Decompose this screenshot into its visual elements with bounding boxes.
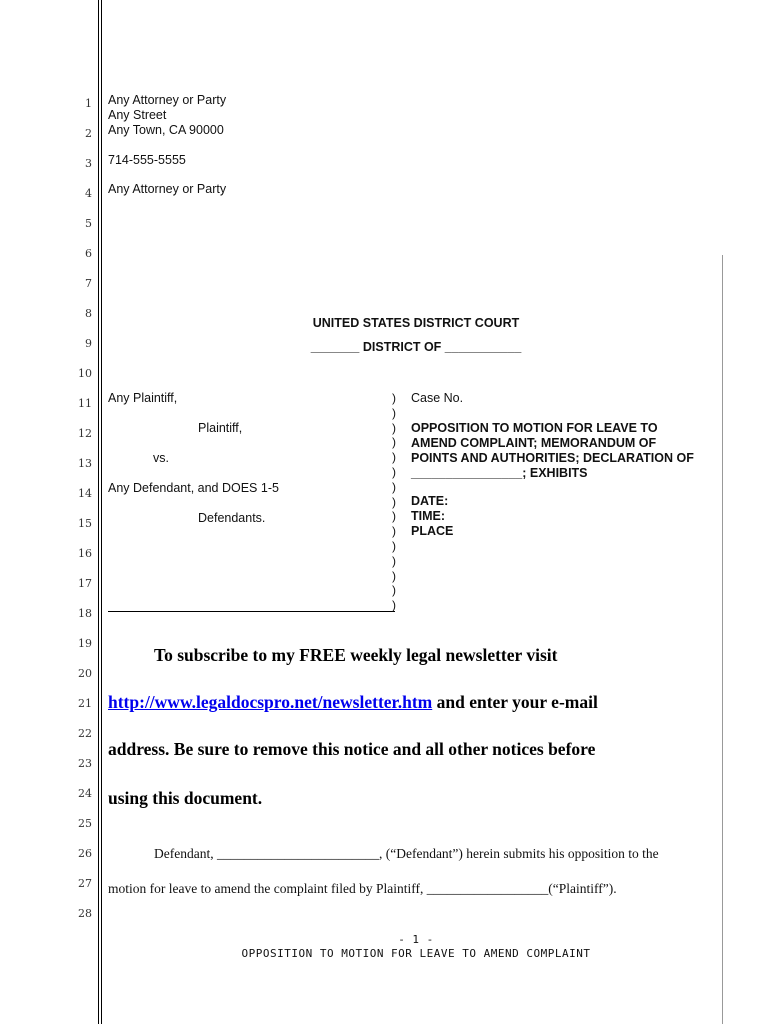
line-number: 28 xyxy=(78,907,92,920)
document-title-line: OPPOSITION TO MOTION FOR LEAVE TO xyxy=(411,421,658,435)
notice-line-rest: and enter your e-mail xyxy=(432,692,598,712)
document-title-line: AMEND COMPLAINT; MEMORANDUM OF xyxy=(411,436,657,450)
caption-paren: ) xyxy=(392,568,396,583)
line-number: 4 xyxy=(85,187,92,200)
line-number: 3 xyxy=(85,157,92,170)
caption-paren: ) xyxy=(392,479,396,494)
attorney-phone: 714-555-5555 xyxy=(108,153,186,167)
caption-paren: ) xyxy=(392,539,396,553)
line-number: 17 xyxy=(78,577,92,590)
line-number: 27 xyxy=(78,877,92,890)
caption-bottom-rule xyxy=(108,611,395,612)
attorney-name: Any Attorney or Party xyxy=(108,93,227,107)
line-number: 13 xyxy=(78,457,92,470)
body-text-line: Defendant, ________________________, (“Defendant”) herein submits his opposition to the xyxy=(154,846,659,861)
right-margin-rule xyxy=(722,255,723,1024)
case-number-label: Case No. xyxy=(411,391,464,405)
line-number: 15 xyxy=(78,517,92,530)
hearing-place-label: PLACE xyxy=(411,524,454,538)
body-text-line: motion for leave to amend the complaint filed by Plaintiff, __________________(“Plaintiff”). xyxy=(108,881,617,896)
caption-paren: ) xyxy=(392,435,396,450)
line-number: 2 xyxy=(85,127,92,140)
caption-paren: ) xyxy=(392,583,396,598)
line-number: 12 xyxy=(78,427,92,440)
hearing-time-label: TIME: xyxy=(411,509,446,523)
line-number: 19 xyxy=(78,637,92,650)
attorney-for: Any Attorney or Party xyxy=(108,182,227,196)
line-number: 26 xyxy=(78,847,92,860)
caption-paren: ) xyxy=(392,598,396,613)
versus-label: vs. xyxy=(153,451,169,465)
line-number: 5 xyxy=(85,217,92,230)
plaintiff-role: Plaintiff, xyxy=(198,421,243,435)
hearing-date-label: DATE: xyxy=(411,494,449,508)
left-margin-rule-outer xyxy=(98,0,99,1024)
newsletter-link[interactable]: http://www.legaldocspro.net/newsletter.htm xyxy=(108,692,433,712)
notice-line: using this document. xyxy=(108,788,263,808)
caption-paren: ) xyxy=(392,450,396,465)
line-number: 8 xyxy=(85,307,92,320)
notice-line xyxy=(108,692,598,713)
caption-paren: ) xyxy=(392,553,396,568)
caption-paren: ) xyxy=(392,509,396,524)
line-number: 9 xyxy=(85,337,92,350)
line-number: 21 xyxy=(78,697,92,710)
left-margin-rule-inner xyxy=(101,0,102,1024)
caption-paren: ) xyxy=(392,524,396,539)
line-number: 16 xyxy=(78,547,92,560)
caption-paren: ) xyxy=(392,465,396,479)
line-number: 10 xyxy=(78,367,92,380)
attorney-street: Any Street xyxy=(108,108,167,122)
line-number: 24 xyxy=(78,787,92,800)
line-number: 23 xyxy=(78,757,92,770)
line-number: 20 xyxy=(78,667,92,680)
line-number: 1 xyxy=(85,97,92,110)
defendant-name: Any Defendant, and DOES 1-5 xyxy=(108,481,279,495)
notice-line: address. Be sure to remove this notice and all other notices before xyxy=(108,739,596,759)
defendant-role: Defendants. xyxy=(198,511,266,525)
page-number: - 1 - xyxy=(398,933,434,946)
caption-paren: ) xyxy=(392,391,396,405)
document-title-line: ________________; EXHIBITS xyxy=(411,466,588,480)
court-name: UNITED STATES DISTRICT COURT xyxy=(312,316,520,330)
line-number: 14 xyxy=(78,487,92,500)
notice-line: To subscribe to my FREE weekly legal newsletter visit xyxy=(154,645,558,665)
line-number: 22 xyxy=(78,727,92,740)
caption-paren: ) xyxy=(392,420,396,435)
plaintiff-name: Any Plaintiff, xyxy=(108,391,178,405)
line-number: 7 xyxy=(85,277,92,290)
attorney-city: Any Town, CA 90000 xyxy=(108,123,224,137)
caption-paren: ) xyxy=(392,494,396,509)
document-title-line: POINTS AND AUTHORITIES; DECLARATION OF xyxy=(411,451,694,465)
line-number: 6 xyxy=(85,247,92,260)
footer-title: OPPOSITION TO MOTION FOR LEAVE TO AMEND COMPLAINT xyxy=(241,947,591,960)
court-district: _______ DISTRICT OF ___________ xyxy=(310,340,522,354)
caption-paren: ) xyxy=(392,405,396,420)
line-number: 18 xyxy=(78,607,92,620)
line-number: 11 xyxy=(78,397,92,410)
line-number: 25 xyxy=(78,817,92,830)
